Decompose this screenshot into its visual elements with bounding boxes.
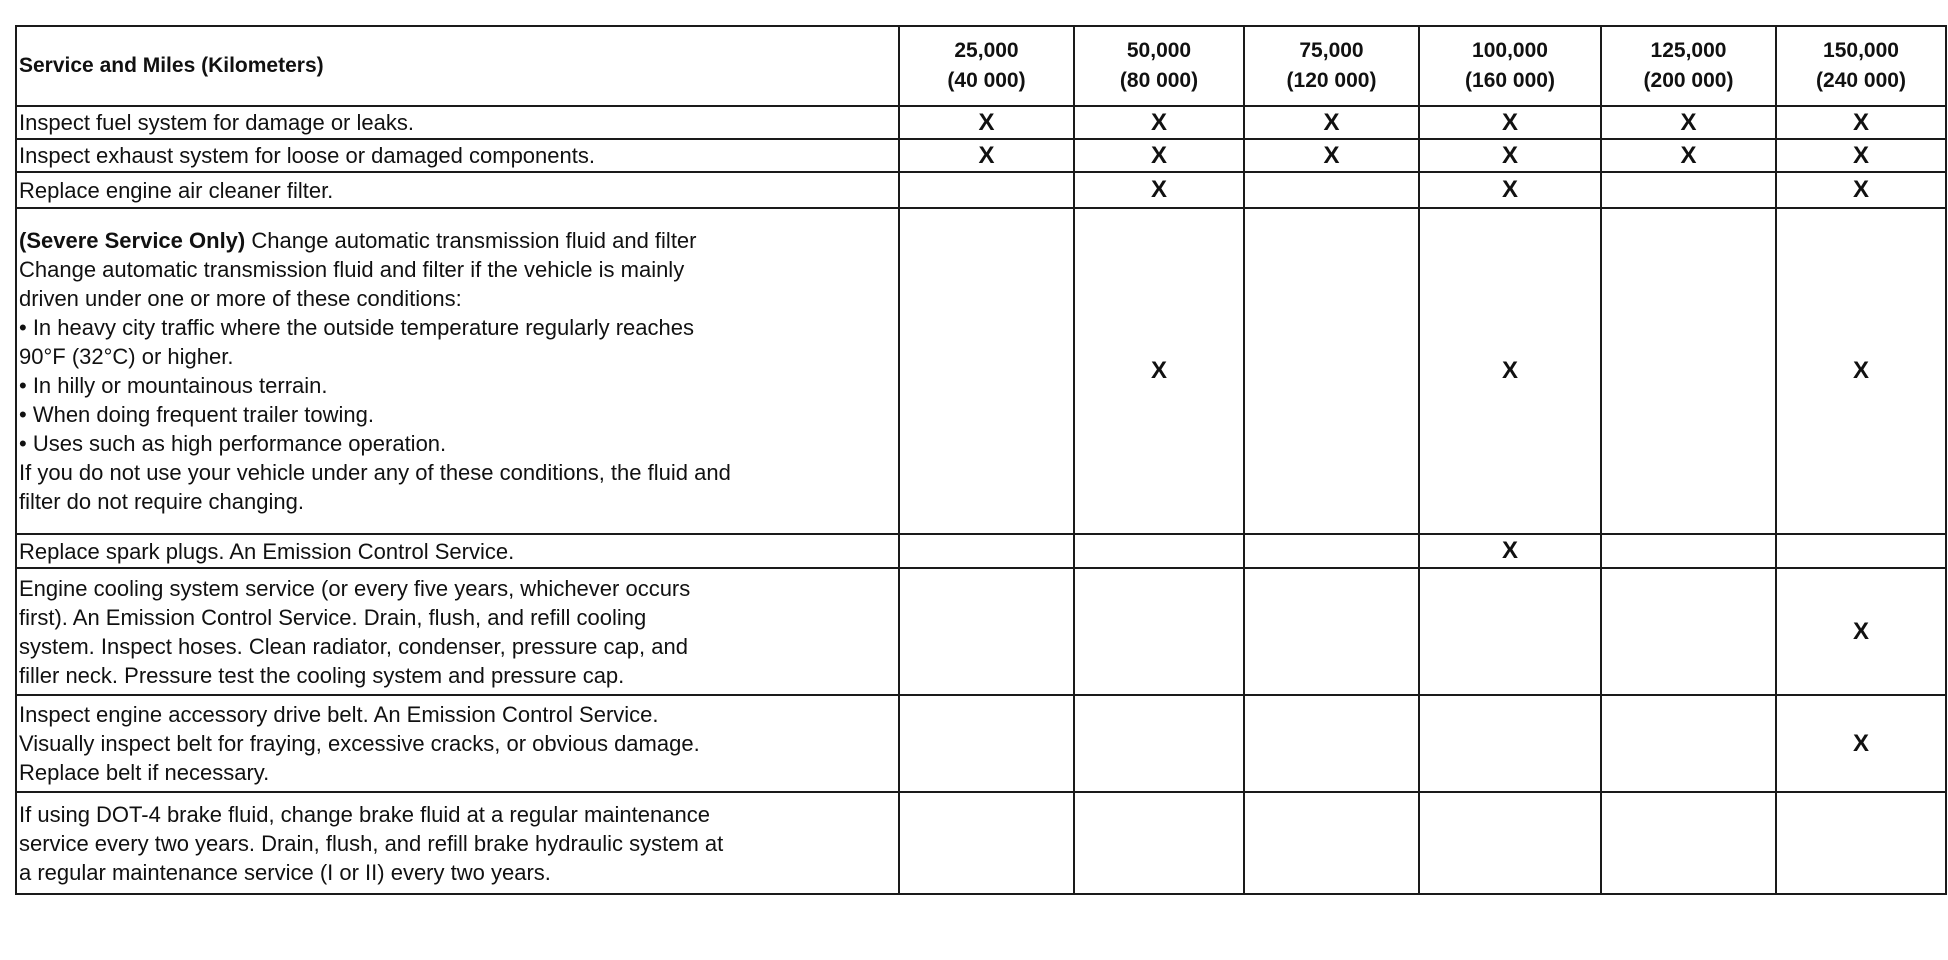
- interval-miles: 150,000: [1823, 39, 1899, 62]
- table-row: [16, 208, 1946, 534]
- service-line: 90°F (32°C) or higher.: [19, 344, 234, 369]
- interval-mark: X: [1776, 172, 1946, 208]
- interval-mark: [1244, 208, 1419, 534]
- table-row: [16, 792, 1946, 894]
- interval-mark: [1601, 792, 1776, 894]
- interval-mark: [1419, 568, 1601, 695]
- table-row: [16, 139, 1946, 172]
- interval-mark: [1601, 568, 1776, 695]
- interval-mark: [899, 695, 1074, 792]
- service-line: • In heavy city traffic where the outside temperature regularly reaches: [19, 315, 694, 340]
- interval-mark: [1244, 172, 1419, 208]
- interval-mark: [1244, 695, 1419, 792]
- interval-mark: [899, 534, 1074, 568]
- interval-mark: X: [899, 139, 1074, 172]
- interval-mark: [1601, 172, 1776, 208]
- table-row: [16, 106, 1946, 139]
- maintenance-schedule-table: [15, 25, 1947, 895]
- service-line: filter do not require changing.: [19, 489, 304, 514]
- interval-mark: [1419, 792, 1601, 894]
- service-line: • When doing frequent trailer towing.: [19, 402, 375, 427]
- interval-mark: [1244, 534, 1419, 568]
- service-description: [16, 139, 899, 172]
- service-line: [19, 226, 896, 255]
- service-line: If using DOT-4 brake fluid, change brake fluid at a regular maintenance: [19, 801, 710, 827]
- service-line: first). An Emission Control Service. Drain, flush, and refill cooling: [19, 604, 647, 630]
- interval-mark: [1244, 568, 1419, 695]
- interval-mark: X: [1074, 106, 1244, 139]
- interval-mark: [1776, 792, 1946, 894]
- service-line: If you do not use your vehicle under any of these conditions, the fluid and: [19, 460, 731, 485]
- interval-miles: 50,000: [1126, 39, 1192, 62]
- interval-mark: X: [1074, 172, 1244, 208]
- interval-mark: [1074, 792, 1244, 894]
- interval-mark: [1074, 568, 1244, 695]
- interval-mark: [1074, 695, 1244, 792]
- service-line: Replace belt if necessary.: [19, 760, 270, 785]
- interval-miles: 125,000: [1650, 39, 1727, 62]
- interval-mark: [1776, 534, 1946, 568]
- interval-mark: [1601, 208, 1776, 534]
- service-line: filler neck. Pressure test the cooling system and pressure cap.: [19, 662, 625, 688]
- interval-km: (240 000): [1816, 69, 1906, 92]
- interval-km: (200 000): [1643, 69, 1734, 92]
- interval-header-75000: [1244, 26, 1419, 106]
- interval-mark: X: [1601, 106, 1776, 139]
- interval-mark: X: [1601, 139, 1776, 172]
- interval-header-25000: [899, 26, 1074, 106]
- interval-mark: X: [1776, 568, 1946, 695]
- service-column-header: Service and Miles (Kilometers): [16, 26, 899, 106]
- service-line: Inspect exhaust system for loose or damaged components.: [19, 143, 595, 168]
- interval-mark: [899, 172, 1074, 208]
- service-line: Visually inspect belt for fraying, excessive cracks, or obvious damage.: [19, 731, 700, 756]
- service-description: [16, 208, 899, 534]
- interval-mark: [1601, 695, 1776, 792]
- interval-header-125000: [1601, 26, 1776, 106]
- interval-mark: X: [1244, 139, 1419, 172]
- interval-mark: X: [1419, 106, 1601, 139]
- service-line: Inspect fuel system for damage or leaks.: [19, 110, 414, 135]
- interval-mark: [899, 208, 1074, 534]
- service-line: • In hilly or mountainous terrain.: [19, 373, 328, 398]
- interval-mark: X: [1419, 208, 1601, 534]
- interval-mark: X: [1776, 208, 1946, 534]
- interval-mark: [1074, 534, 1244, 568]
- service-description: [16, 106, 899, 139]
- service-description: [16, 172, 899, 208]
- service-description: [16, 568, 899, 695]
- interval-mark: X: [1776, 139, 1946, 172]
- interval-mark: X: [1776, 695, 1946, 792]
- interval-km: (120 000): [1286, 69, 1377, 92]
- interval-mark: X: [1074, 139, 1244, 172]
- service-line: Change automatic transmission fluid and filter if the vehicle is mainly: [19, 257, 685, 282]
- service-description: [16, 792, 899, 894]
- interval-header-100000: [1419, 26, 1601, 106]
- interval-header-150000: [1776, 26, 1946, 106]
- service-line: system. Inspect hoses. Clean radiator, condenser, pressure cap, and: [19, 633, 688, 659]
- interval-km: (160 000): [1465, 69, 1555, 92]
- service-line: Replace spark plugs. An Emission Control Service.: [19, 538, 515, 564]
- service-line: • Uses such as high performance operation.: [19, 431, 447, 456]
- interval-mark: X: [1419, 139, 1601, 172]
- table-row: [16, 172, 1946, 208]
- interval-mark: [1244, 792, 1419, 894]
- service-description: [16, 534, 899, 568]
- interval-mark: [1601, 534, 1776, 568]
- service-line: Replace engine air cleaner filter.: [19, 177, 334, 203]
- table-row: [16, 534, 1946, 568]
- interval-mark: X: [1419, 534, 1601, 568]
- interval-mark: [1419, 695, 1601, 792]
- interval-mark: X: [1074, 208, 1244, 534]
- service-line: a regular maintenance service (I or II) every two years.: [19, 859, 551, 885]
- table-row: [16, 568, 1946, 695]
- interval-header-50000: [1074, 26, 1244, 106]
- service-line: driven under one or more of these conditions:: [19, 286, 462, 311]
- severe-service-label: (Severe Service Only): [19, 228, 246, 253]
- interval-mark: X: [1776, 106, 1946, 139]
- header-row: [16, 26, 1946, 106]
- interval-mark: X: [899, 106, 1074, 139]
- interval-mark: X: [1419, 172, 1601, 208]
- service-line: Engine cooling system service (or every five years, whichever occurs: [19, 575, 691, 601]
- interval-miles: 25,000: [954, 39, 1019, 62]
- service-line-text: Change automatic transmission fluid and filter: [251, 228, 697, 253]
- interval-miles: 75,000: [1299, 39, 1364, 62]
- interval-mark: [899, 568, 1074, 695]
- service-line: Inspect engine accessory drive belt. An Emission Control Service.: [19, 702, 659, 727]
- interval-mark: [899, 792, 1074, 894]
- interval-km: (40 000): [947, 69, 1026, 92]
- interval-miles: 100,000: [1472, 39, 1548, 62]
- service-description: [16, 695, 899, 792]
- interval-mark: X: [1244, 106, 1419, 139]
- service-line: service every two years. Drain, flush, and refill brake hydraulic system at: [19, 830, 724, 856]
- interval-km: (80 000): [1119, 69, 1199, 92]
- table-row: [16, 695, 1946, 792]
